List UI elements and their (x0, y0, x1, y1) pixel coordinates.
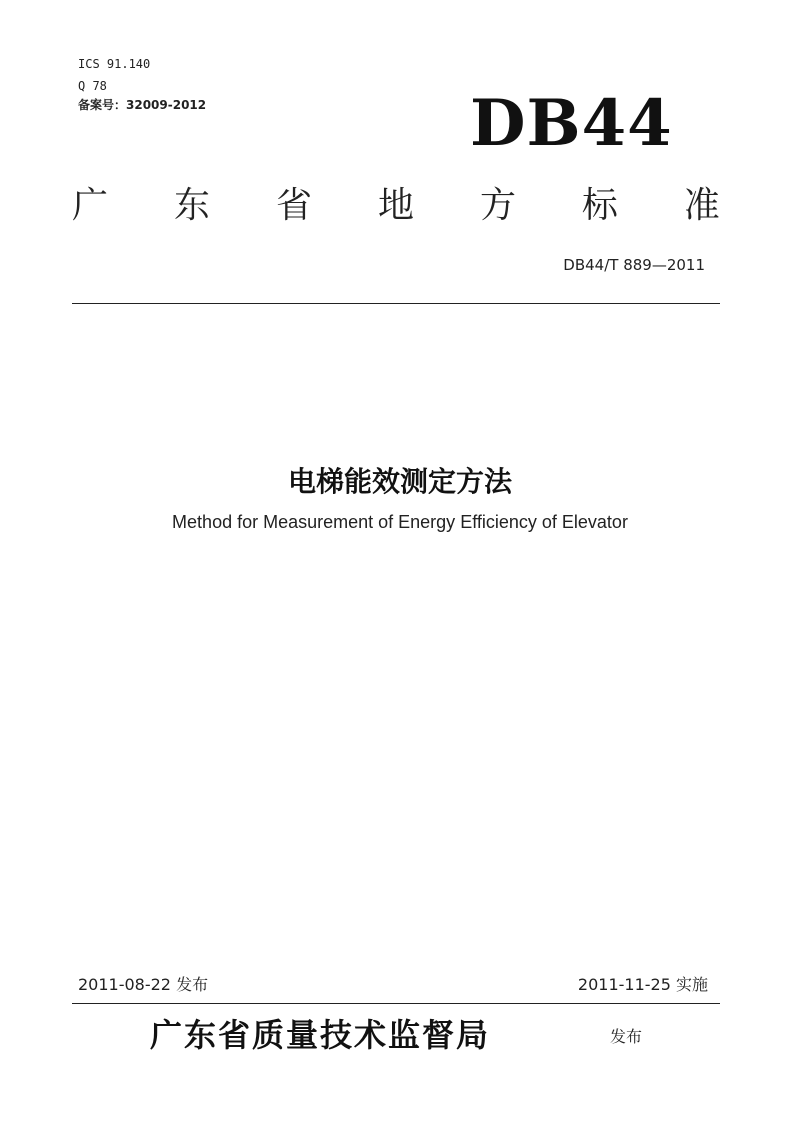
standard-type-char: 地 (377, 184, 414, 226)
standard-type-char: 省 (275, 184, 312, 226)
document-title-chinese: 电梯能效测定方法 (287, 465, 512, 498)
issue-date: 2011-08-22 发布 (78, 975, 209, 994)
document-title-english: Method for Measurement of Energy Efficiency of Elevator (172, 512, 628, 532)
record-number: 备案号：32009-2012 (78, 98, 207, 112)
standard-type-char: 标 (581, 184, 618, 226)
standard-type-char: 东 (173, 184, 210, 226)
issuing-authority: 广东省质量技术监督局 (150, 1016, 491, 1054)
standard-code-logo: DB44 (470, 86, 673, 161)
header-divider (72, 303, 720, 304)
standard-type-char: 准 (683, 184, 720, 226)
publish-label: 发布 (610, 1027, 643, 1046)
ics-code: ICS 91.140 (78, 57, 151, 71)
standard-type-heading (72, 178, 720, 226)
standard-type-char: 方 (479, 184, 516, 226)
footer-divider (72, 1003, 720, 1004)
ccs-code: Q 78 (78, 79, 107, 93)
standard-type-char: 广 (72, 184, 109, 226)
standard-number: DB44/T 889—2011 (563, 256, 705, 274)
implementation-date: 2011-11-25 实施 (577, 975, 708, 994)
